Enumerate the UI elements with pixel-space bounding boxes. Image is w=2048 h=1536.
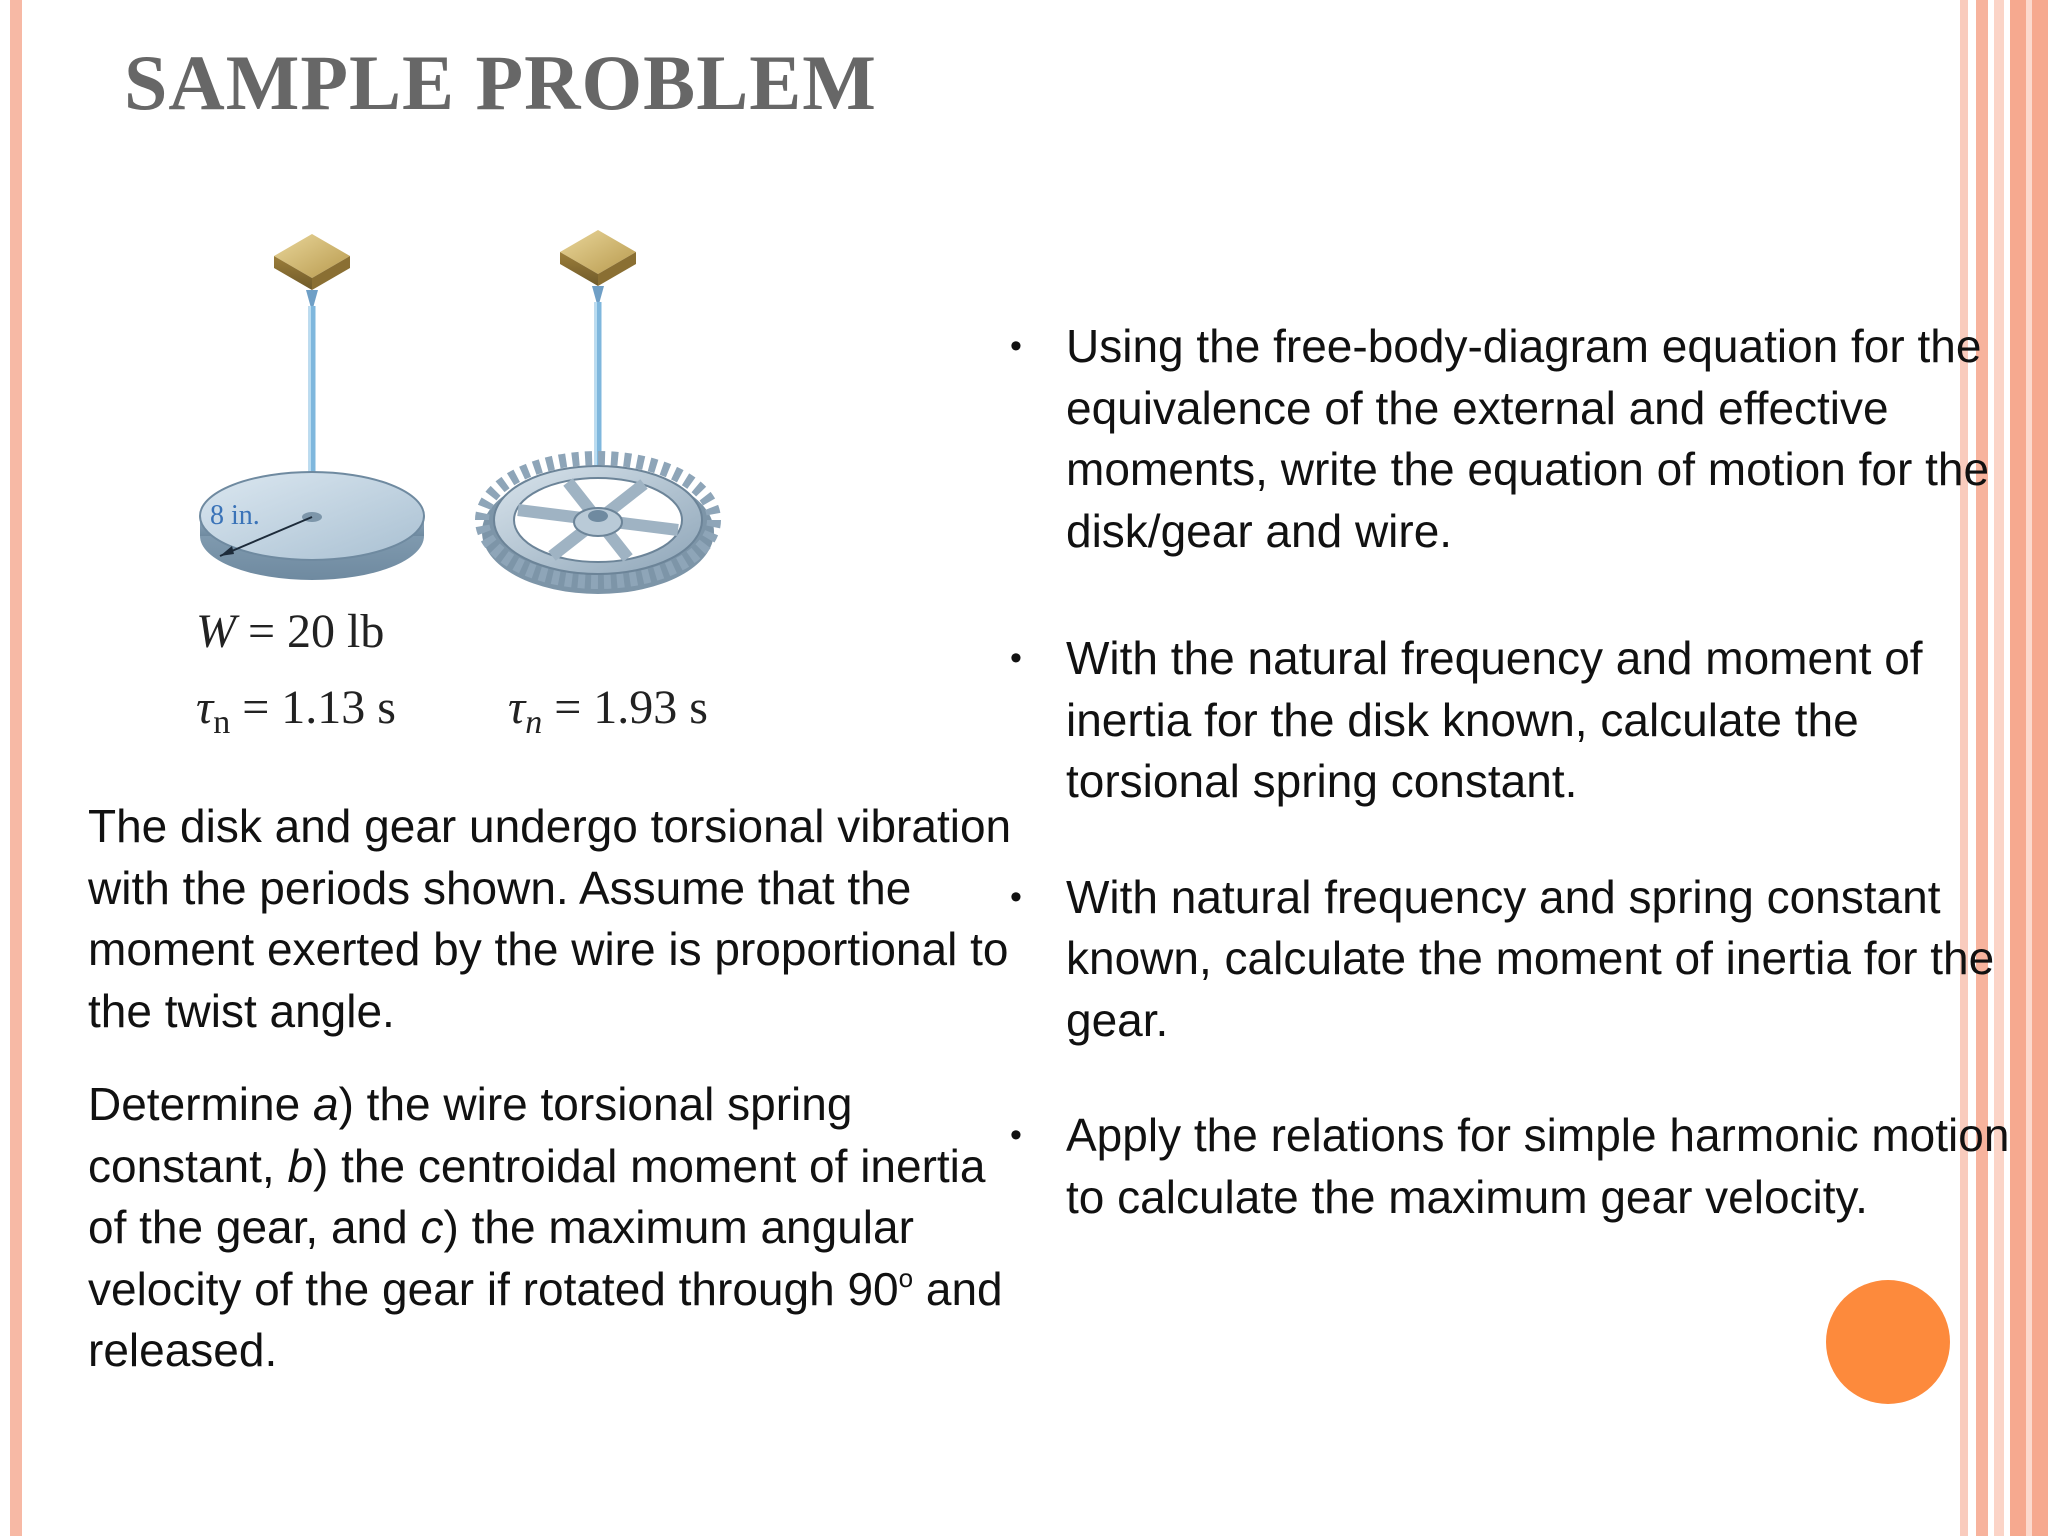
disk-period-formula	[196, 680, 396, 742]
problem-paragraph-1: The disk and gear undergo torsional vibration with the periods shown. Assume that the moment exerted by the wire is proportional to the twist angle.	[88, 800, 1012, 1037]
weight-value: = 20 lb	[235, 605, 385, 658]
list-item: • Using the free-body-diagram equation for the equivalence of the external and effective moments, write the equation of motion for the disk/gear and wire.	[1010, 316, 2010, 562]
disk-radius-label: 8 in.	[210, 500, 260, 531]
gear	[482, 458, 714, 594]
list-item: • Apply the relations for simple harmonic motion to calculate the maximum gear velocity.	[1010, 1105, 2010, 1228]
tau-symbol: τ	[508, 681, 526, 734]
solution-steps-list	[1010, 316, 2010, 1228]
left-border-stripe	[10, 0, 22, 1536]
bullet-icon: •	[1010, 639, 1022, 677]
bullet-icon: •	[1010, 1116, 1022, 1154]
tau-subscript: n	[213, 704, 231, 741]
tau-symbol: τ	[196, 681, 214, 734]
list-item: • With natural frequency and spring constant known, calculate the moment of inertia for the gear.	[1010, 867, 2010, 1052]
disk-gear-figure	[180, 220, 740, 600]
bullet-icon: •	[1010, 327, 1022, 365]
list-item: • With the natural frequency and moment of inertia for the disk known, calculate the torsional spring constant.	[1010, 628, 2010, 813]
gear-period-formula	[508, 680, 708, 742]
slide-title: SAMPLE PROBLEM	[124, 39, 877, 126]
weight-symbol: W	[196, 605, 236, 658]
weight-formula	[196, 604, 384, 659]
disk-period-value: = 1.13 s	[230, 681, 396, 734]
problem-paragraph-2: Determine a) the wire torsional spring constant, b) the centroidal moment of inertia of the gear, and c) the maximum angular velocity of the gear if rotated through 90$^o$ and released.	[88, 1078, 1003, 1376]
bullet-icon: •	[1010, 877, 1022, 916]
gear-period-value: = 1.93 s	[542, 681, 708, 734]
right-support-block	[560, 230, 636, 286]
left-support-block	[274, 234, 350, 290]
decorative-circle	[1826, 1280, 1950, 1404]
tau-subscript: n	[525, 704, 543, 741]
right-border-stripe	[2026, 0, 2032, 1536]
